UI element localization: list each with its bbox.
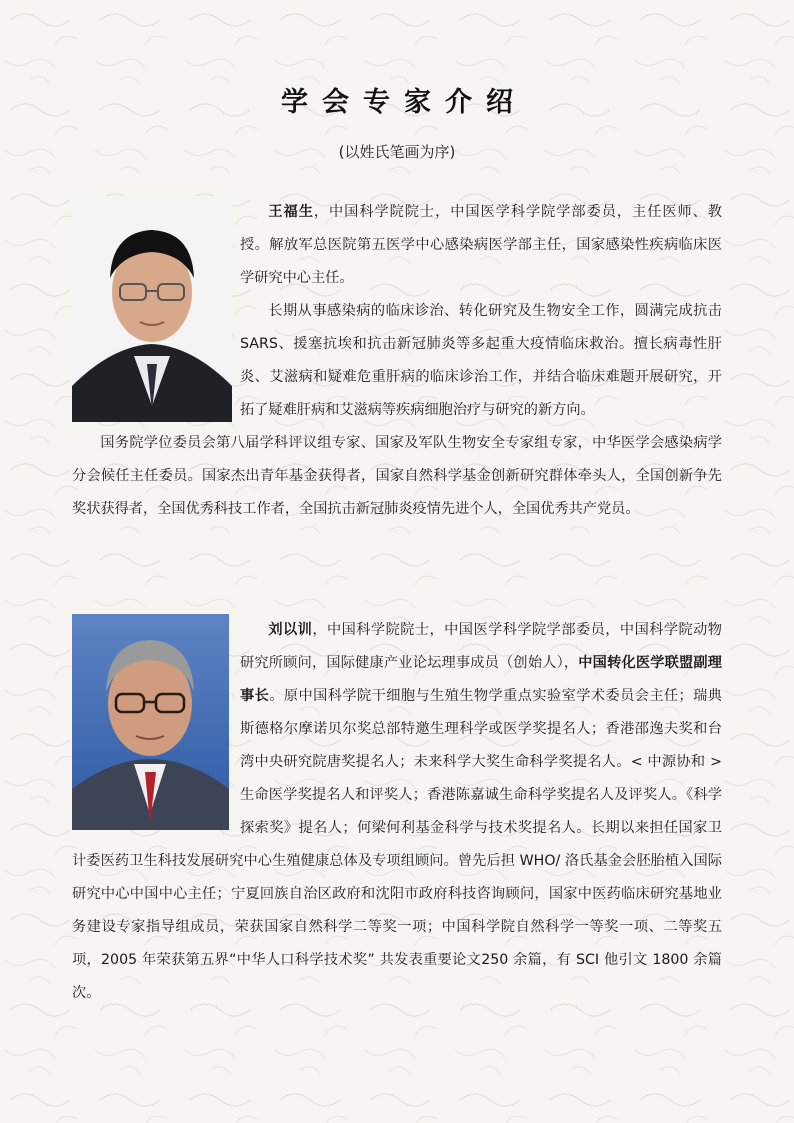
expert-photo-1 xyxy=(72,196,232,422)
expert-intro-2b: 。原中国科学院干细胞与生殖生物学重点实验室学术委员会主任；瑞典斯德格尔摩诺贝尔奖总部特邀生理科学或医学奖提名人；香港邵逸夫奖和台湾中央研究院唐奖提名人；未来科学大奖生命科学奖提名人。< 中源协和 > 生命医学奖提名人和评奖人；香港陈嘉诚生命科学奖提名人及评奖人。《科学探索奖》提名人；何梁何利基金科学与技术奖提名人。长期以来担任国家卫计委医药卫生科技发展研究中心生殖健康总体及专项组顾问。曾先后担 WHO/ 洛氏基金会胚胎植入国际研究中心中国中心主任；宁夏回族自治区政府和沈阳市政府科技咨询顾问，国家中医药临床研究基地业务建设专家指导组成员，荣获国家自然科学二等奖一项；中国科学院自然科学一等奖一项、二等奖五项，2005 年荣获第五界“中华人口科学技术奖” 共发表重要论文250 余篇，有 SCI 他引文 1800 余篇次。 xyxy=(72,688,722,1001)
expert-intro-2a: ，中国科学院院士，中国医学科学院学部委员，中国科学院动物研究所顾问，国际健康产业论坛理事成员（创始人）， xyxy=(240,622,722,671)
expert-section-2 xyxy=(72,614,722,1010)
expert-honors-1: 国务院学位委员会第八届学科评议组专家、国家及军队生物安全专家组专家，中华医学会感染病学分会候任主任委员。国家杰出青年基金获得者，国家自然科学基金创新研究群体牵头人，全国创新争先奖状获得者，全国优秀科技工作者，全国抗击新冠肺炎疫情先进个人，全国优秀共产党员。 xyxy=(72,435,722,517)
expert-position-bold: 中国转化医学联盟副理事长 xyxy=(240,655,722,704)
expert-name-1: 王福生 xyxy=(268,204,314,220)
expert-photo-2 xyxy=(72,614,232,830)
expert-name-2: 刘以训 xyxy=(268,622,313,638)
expert-section-1 xyxy=(72,196,722,526)
page-subtitle: (以姓氏笔画为序) xyxy=(338,143,456,161)
expert-intro-1: ，中国科学院院士，中国医学科学院学部委员，主任医师、教授。解放军总医院第五医学中心感染病医学部主任，国家感染性疾病临床医学研究中心主任。 xyxy=(240,204,722,286)
page-title: 学会专家介绍 xyxy=(281,87,527,118)
expert-research-1: 长期从事感染病的临床诊治、转化研究及生物安全工作，圆满完成抗击SARS、援塞抗埃和抗击新冠肺炎等多起重大疫情临床救治。擅长病毒性肝炎、艾滋病和疑难危重肝病的临床诊治工作，并结合临床难题开展研究，开拓了疑难肝病和艾滋病等疾病细胞治疗与研究的新方向。 xyxy=(240,303,722,418)
